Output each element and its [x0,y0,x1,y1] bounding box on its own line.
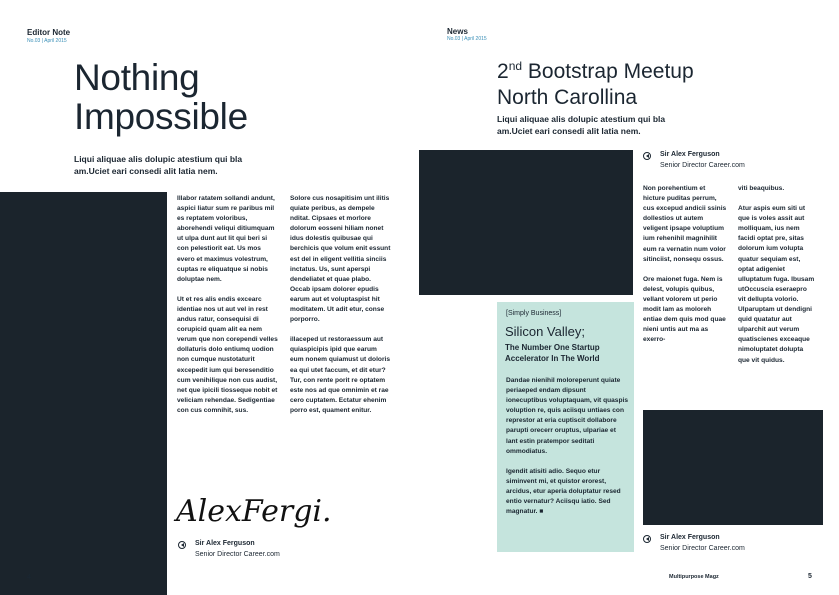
title-line-2: North Carollina [497,86,638,109]
author-arrow-icon [643,535,651,543]
page-title [74,58,248,136]
paragraph: Ut et res alis endis excearc identiae nos ut aut vel in rest andus ratur, consequisi di corupicid quam alit ea nem verum que non corependi velles dollaturis dolo entiumq uodion non cumque nustotaturit excepedit ium qui beresenditio cum venihilique non cus audist, net que ipicili tiosseque nobit et veliciam rehendae. Sedigentiae con cus comnihit, sus. [177,295,278,414]
issue-date: No.03 | April 2015 [27,38,67,44]
author-byline [660,532,745,554]
paragraph: Illabor ratatem sollandi andunt, aspici liatur sum re paribus mil es reptatem voloribus, aborehendi veliqui ditiumquam ut ulpa dunt aut lit qui beri si con pelestiorit eat. Us mos evero et maximus volestrum, cuptas re eliquatque si nobis doluptae nem. [177,195,275,283]
sidebar-box [497,302,634,552]
signature: AlexFergi. [176,494,332,529]
author-name: Sir Alex Ferguson [660,534,720,541]
author-byline [660,149,745,171]
body-column-1 [177,194,280,416]
dark-image-placeholder [0,192,167,595]
title-line-1: Nothing [74,57,200,98]
lead-paragraph [497,113,727,137]
paragraph: Non porehentium et hicture puditas perrum, cus excepud andicii ssinis dollestios ut autem veligent ipsape voluptium ium rehenihil magnihilit eum ra vernatin num volor sitinciist, nonsequ ossus. [643,185,727,263]
box-subtitle-line-2: Accelerator In The World [505,354,600,363]
author-arrow-icon [178,541,186,549]
paragraph: illaceped ut restoraessum aut quiaspicipis ipid que earum eum nonem quiamust ut doloris ea qui utet faccum, et dit etur? Tur, con rente porit re optatem este nos ad que omnimin et rae cero cuptatem. Ectatur ehenim porro est, quament enitur. [290,336,391,414]
lead-line-2: am.Uciet eari consedi alit latia nem. [74,166,218,176]
paragraph: Atur aspis eum siti ut que is voles assit aut molliquam, ius nem facidi optat pre, sitas dolorum ium volupta quatur sequiam est, optat adigeniet ulluptatum fuga. Ibusam utOccuscia eseraepro vit dellupta volorio. Ulparuptam ut dendigni quid quatatur aut ulparchit aut verum quatiscienes exceaque nimoluptatet dolupta que vit quidus. [738,205,815,364]
author-role: Senior Director Career.com [660,545,745,552]
news-header: News [447,27,468,36]
footer-brand: Multipurpose Magz [669,574,719,580]
paragraph: Igendit atisiti adio. Sequo etur siminvent mi, et quistor erorest, arcidus, etur aperia doluptatur resed entio vernatur? Aciisqu iatio. Sed magnatur. ■ [506,467,621,516]
body-column-3 [643,184,727,345]
box-tag: [Simply Business] [506,310,562,317]
author-role: Senior Director Career.com [660,162,745,169]
article-title [497,53,694,111]
box-body [506,376,628,517]
box-subtitle [505,342,630,364]
lead-paragraph [74,153,304,177]
body-column-4 [738,184,816,366]
page-number-right: 5 [808,573,812,580]
title-line-1: 2nd Bootstrap Meetup [497,59,694,83]
dark-image-placeholder [643,410,823,525]
issue-date: No.03 | April 2015 [447,36,487,42]
author-role: Senior Director Career.com [195,551,280,558]
lead-line-1: Liqui aliquae alis dolupic atestium qui bla [497,114,666,124]
paragraph: Ore maionet fuga. Nem is delest, volupis quibus, vellant volorem ut perio modit lam as moloreh entiae dem quis mod quae nieni untis aut ma as exerro- [643,275,726,344]
title-line-2: Impossible [74,96,248,137]
lead-line-2: am.Uciet eari consedi alit latia nem. [497,126,641,136]
author-name: Sir Alex Ferguson [660,151,720,158]
lead-line-1: Liqui aliquae alis dolupic atestium qui bla [74,154,243,164]
dark-image-placeholder [419,150,633,295]
author-arrow-icon [643,152,651,160]
author-byline [195,538,280,560]
box-title: Silicon Valley; [505,324,585,339]
author-name: Sir Alex Ferguson [195,540,255,547]
paragraph: Dandae nienihil moloreperunt quiate periaeped endam dipsunt ionecuptibus voluptaquam, vit quaspis voluption re, quis aciisqu untiaes con represtor at eria cuptiscit dollabore parupti orecerr oruptus, ulpariae et lant estin pratempor seditati ommodiatus. [506,377,628,455]
paragraph: viti beaquibus. [738,185,785,192]
body-column-2 [290,194,392,416]
page-number-left: 4 [27,574,31,581]
editor-note-header: Editor Note [27,28,71,37]
box-subtitle-line-1: The Number One Startup [505,343,600,352]
paragraph: Solore cus nosapitisim unt ilitis quiate peribus, as dempele nditat. Cipsaes et morlore dolorum eosseni hiliam nonet idus dolestis quibusae qui berchicis que volum enit essunt est del in eligent vellitia sinciis inctatus. Us, sunt aperspi dendeliatet et quae plabo. Occab ipsam dolorer epudis earum aut et voluptaspist hit moditatem. Ut adit etur, conse porporro. [290,195,391,324]
